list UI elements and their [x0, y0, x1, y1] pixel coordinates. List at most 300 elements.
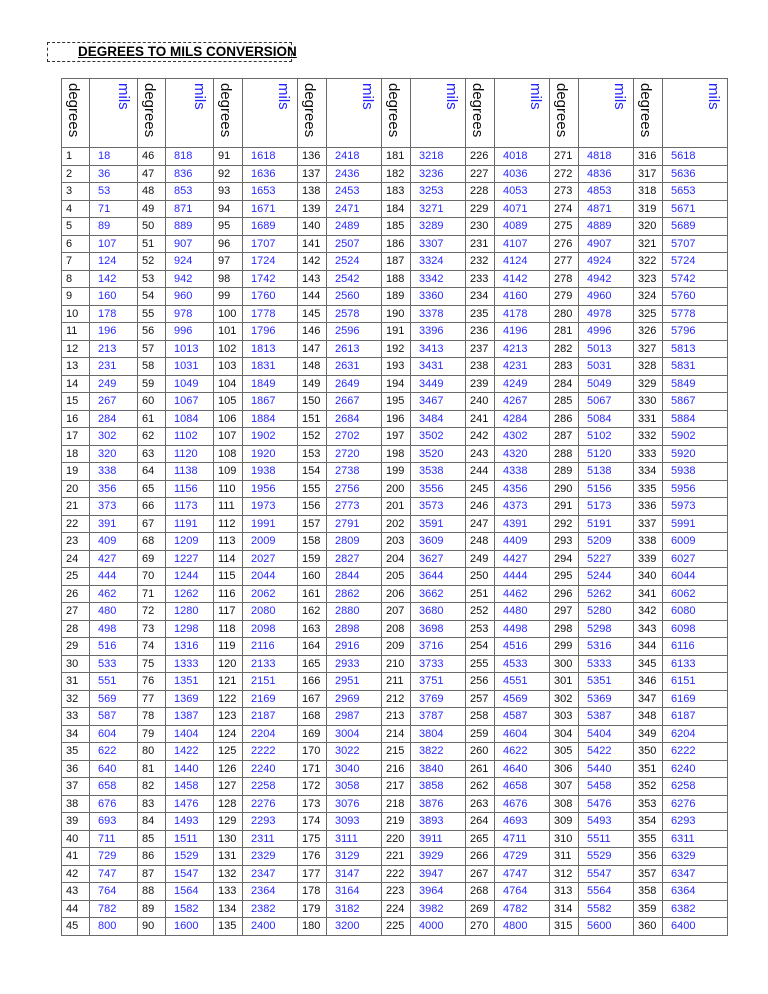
- mils-cell: 1564: [166, 883, 214, 901]
- mils-cell: 5067: [579, 393, 634, 411]
- degrees-cell: 265: [466, 830, 495, 848]
- degrees-cell: 296: [550, 585, 579, 603]
- degrees-cell: 54: [138, 288, 166, 306]
- mils-cell: 5209: [579, 533, 634, 551]
- mils-cell: 729: [90, 848, 138, 866]
- degrees-cell: 106: [214, 410, 243, 428]
- mils-cell: 516: [90, 638, 138, 656]
- degrees-cell: 28: [62, 620, 90, 638]
- table-row: [62, 218, 728, 236]
- mils-cell: 4142: [495, 270, 550, 288]
- mils-cell: 5742: [663, 270, 728, 288]
- mils-cell: 5493: [579, 813, 634, 831]
- degrees-header: [550, 79, 579, 148]
- mils-cell: 693: [90, 813, 138, 831]
- mils-cell: 3644: [411, 568, 466, 586]
- degrees-cell: 241: [466, 410, 495, 428]
- degrees-cell: 219: [382, 813, 411, 831]
- degrees-cell: 183: [382, 183, 411, 201]
- mils-cell: 2382: [243, 900, 298, 918]
- mils-cell: 1653: [243, 183, 298, 201]
- mils-cell: 2702: [327, 428, 382, 446]
- mils-cell: 4338: [495, 463, 550, 481]
- table-row: [62, 603, 728, 621]
- degrees-cell: 78: [138, 708, 166, 726]
- mils-cell: 6080: [663, 603, 728, 621]
- mils-cell: 3182: [327, 900, 382, 918]
- degrees-cell: 73: [138, 620, 166, 638]
- degrees-cell: 287: [550, 428, 579, 446]
- degrees-cell: 261: [466, 760, 495, 778]
- degrees-cell: 204: [382, 550, 411, 568]
- degrees-cell: 353: [634, 795, 663, 813]
- degrees-cell: 198: [382, 445, 411, 463]
- mils-cell: 1867: [243, 393, 298, 411]
- mils-cell: 5102: [579, 428, 634, 446]
- table-row: [62, 183, 728, 201]
- mils-cell: 5600: [579, 918, 634, 936]
- mils-cell: 1209: [166, 533, 214, 551]
- mils-cell: 5173: [579, 498, 634, 516]
- mils-cell: 1422: [166, 743, 214, 761]
- table-body: [62, 148, 728, 936]
- mils-cell: 3218: [411, 148, 466, 166]
- degrees-cell: 306: [550, 760, 579, 778]
- table-row: [62, 428, 728, 446]
- degrees-cell: 237: [466, 340, 495, 358]
- mils-cell: 4196: [495, 323, 550, 341]
- mils-cell: 658: [90, 778, 138, 796]
- mils-cell: 5511: [579, 830, 634, 848]
- header-label: degrees: [217, 83, 234, 138]
- table-row: [62, 533, 728, 551]
- degrees-cell: 180: [298, 918, 327, 936]
- mils-cell: 1102: [166, 428, 214, 446]
- mils-cell: 2987: [327, 708, 382, 726]
- table-row: [62, 480, 728, 498]
- degrees-cell: 56: [138, 323, 166, 341]
- degrees-cell: 55: [138, 305, 166, 323]
- mils-cell: 622: [90, 743, 138, 761]
- mils-cell: 1529: [166, 848, 214, 866]
- degrees-cell: 126: [214, 760, 243, 778]
- degrees-cell: 66: [138, 498, 166, 516]
- degrees-cell: 29: [62, 638, 90, 656]
- degrees-cell: 49: [138, 200, 166, 218]
- degrees-cell: 278: [550, 270, 579, 288]
- degrees-cell: 207: [382, 603, 411, 621]
- mils-cell: 640: [90, 760, 138, 778]
- mils-cell: 1511: [166, 830, 214, 848]
- mils-cell: 3804: [411, 725, 466, 743]
- degrees-cell: 303: [550, 708, 579, 726]
- degrees-cell: 348: [634, 708, 663, 726]
- mils-cell: 5636: [663, 165, 728, 183]
- mils-cell: 356: [90, 480, 138, 498]
- degrees-cell: 283: [550, 358, 579, 376]
- degrees-cell: 6: [62, 235, 90, 253]
- table-row: [62, 235, 728, 253]
- degrees-cell: 313: [550, 883, 579, 901]
- degrees-cell: 167: [298, 690, 327, 708]
- mils-cell: 36: [90, 165, 138, 183]
- mils-cell: 2524: [327, 253, 382, 271]
- mils-cell: 2773: [327, 498, 382, 516]
- mils-cell: 818: [166, 148, 214, 166]
- degrees-cell: 357: [634, 865, 663, 883]
- mils-cell: 2969: [327, 690, 382, 708]
- mils-cell: 3716: [411, 638, 466, 656]
- mils-cell: 2400: [243, 918, 298, 936]
- mils-cell: 1138: [166, 463, 214, 481]
- degrees-cell: 262: [466, 778, 495, 796]
- mils-cell: 1689: [243, 218, 298, 236]
- mils-cell: 3307: [411, 235, 466, 253]
- degrees-cell: 360: [634, 918, 663, 936]
- degrees-cell: 90: [138, 918, 166, 936]
- degrees-cell: 9: [62, 288, 90, 306]
- degrees-cell: 35: [62, 743, 90, 761]
- mils-cell: 533: [90, 655, 138, 673]
- degrees-cell: 16: [62, 410, 90, 428]
- mils-cell: 5778: [663, 305, 728, 323]
- degrees-cell: 271: [550, 148, 579, 166]
- mils-cell: 3396: [411, 323, 466, 341]
- mils-cell: 2578: [327, 305, 382, 323]
- mils-cell: 1796: [243, 323, 298, 341]
- mils-cell: 4676: [495, 795, 550, 813]
- mils-cell: 5618: [663, 148, 728, 166]
- mils-cell: 2133: [243, 655, 298, 673]
- degrees-cell: 150: [298, 393, 327, 411]
- table-row: [62, 148, 728, 166]
- mils-cell: 338: [90, 463, 138, 481]
- table-row: [62, 568, 728, 586]
- degrees-cell: 144: [298, 288, 327, 306]
- degrees-cell: 242: [466, 428, 495, 446]
- table-row: [62, 375, 728, 393]
- mils-cell: 231: [90, 358, 138, 376]
- mils-cell: 5724: [663, 253, 728, 271]
- degrees-cell: 164: [298, 638, 327, 656]
- degrees-cell: 291: [550, 498, 579, 516]
- degrees-cell: 304: [550, 725, 579, 743]
- mils-cell: 3004: [327, 725, 382, 743]
- mils-cell: 5547: [579, 865, 634, 883]
- degrees-cell: 236: [466, 323, 495, 341]
- table-row: [62, 848, 728, 866]
- header-label: mils: [115, 83, 132, 110]
- mils-cell: 6276: [663, 795, 728, 813]
- mils-cell: 2507: [327, 235, 382, 253]
- degrees-cell: 45: [62, 918, 90, 936]
- degrees-cell: 275: [550, 218, 579, 236]
- degrees-cell: 18: [62, 445, 90, 463]
- mils-cell: 1956: [243, 480, 298, 498]
- mils-cell: 1707: [243, 235, 298, 253]
- mils-cell: 942: [166, 270, 214, 288]
- mils-cell: 4996: [579, 323, 634, 341]
- header-label: degrees: [65, 83, 82, 138]
- mils-cell: 2613: [327, 340, 382, 358]
- degrees-cell: 263: [466, 795, 495, 813]
- header-label: mils: [611, 83, 628, 110]
- degrees-cell: 249: [466, 550, 495, 568]
- degrees-cell: 132: [214, 865, 243, 883]
- degrees-cell: 170: [298, 743, 327, 761]
- mils-cell: 4124: [495, 253, 550, 271]
- degrees-cell: 145: [298, 305, 327, 323]
- mils-cell: 2667: [327, 393, 382, 411]
- degrees-cell: 196: [382, 410, 411, 428]
- mils-cell: 1813: [243, 340, 298, 358]
- degrees-cell: 327: [634, 340, 663, 358]
- mils-cell: 2116: [243, 638, 298, 656]
- mils-cell: 3413: [411, 340, 466, 358]
- degrees-cell: 322: [634, 253, 663, 271]
- degrees-cell: 225: [382, 918, 411, 936]
- degrees-cell: 155: [298, 480, 327, 498]
- mils-cell: 6187: [663, 708, 728, 726]
- degrees-cell: 137: [298, 165, 327, 183]
- degrees-cell: 1: [62, 148, 90, 166]
- degrees-cell: 67: [138, 515, 166, 533]
- degrees-cell: 186: [382, 235, 411, 253]
- mils-cell: 1458: [166, 778, 214, 796]
- degrees-cell: 165: [298, 655, 327, 673]
- mils-cell: 5244: [579, 568, 634, 586]
- degrees-cell: 85: [138, 830, 166, 848]
- degrees-cell: 41: [62, 848, 90, 866]
- header-label: mils: [705, 83, 722, 110]
- degrees-cell: 124: [214, 725, 243, 743]
- mils-cell: 5707: [663, 235, 728, 253]
- degrees-cell: 212: [382, 690, 411, 708]
- degrees-cell: 343: [634, 620, 663, 638]
- degrees-cell: 222: [382, 865, 411, 883]
- header-label: mils: [275, 83, 292, 110]
- degrees-cell: 113: [214, 533, 243, 551]
- mils-cell: 3271: [411, 200, 466, 218]
- degrees-cell: 79: [138, 725, 166, 743]
- mils-cell: 160: [90, 288, 138, 306]
- mils-cell: 747: [90, 865, 138, 883]
- mils-cell: 6151: [663, 673, 728, 691]
- degrees-cell: 22: [62, 515, 90, 533]
- degrees-cell: 83: [138, 795, 166, 813]
- degrees-cell: 209: [382, 638, 411, 656]
- degrees-cell: 114: [214, 550, 243, 568]
- mils-cell: 5458: [579, 778, 634, 796]
- mils-cell: 2720: [327, 445, 382, 463]
- mils-header: [90, 79, 138, 148]
- header-label: degrees: [385, 83, 402, 138]
- mils-cell: 5333: [579, 655, 634, 673]
- mils-cell: 1049: [166, 375, 214, 393]
- degrees-cell: 336: [634, 498, 663, 516]
- header-label: degrees: [553, 83, 570, 138]
- degrees-cell: 193: [382, 358, 411, 376]
- degrees-cell: 154: [298, 463, 327, 481]
- mils-cell: 1244: [166, 568, 214, 586]
- mils-cell: 4320: [495, 445, 550, 463]
- mils-header: [411, 79, 466, 148]
- degrees-cell: 118: [214, 620, 243, 638]
- mils-cell: 5760: [663, 288, 728, 306]
- degrees-cell: 311: [550, 848, 579, 866]
- page-title: DEGREES TO MILS CONVERSION: [78, 44, 297, 59]
- degrees-cell: 221: [382, 848, 411, 866]
- degrees-cell: 23: [62, 533, 90, 551]
- degrees-cell: 244: [466, 463, 495, 481]
- degrees-cell: 339: [634, 550, 663, 568]
- mils-cell: 6044: [663, 568, 728, 586]
- degrees-cell: 127: [214, 778, 243, 796]
- degrees-cell: 355: [634, 830, 663, 848]
- mils-cell: 2898: [327, 620, 382, 638]
- mils-cell: 2222: [243, 743, 298, 761]
- degrees-cell: 326: [634, 323, 663, 341]
- table-row: [62, 655, 728, 673]
- degrees-cell: 268: [466, 883, 495, 901]
- mils-cell: 3929: [411, 848, 466, 866]
- degrees-cell: 285: [550, 393, 579, 411]
- degrees-cell: 138: [298, 183, 327, 201]
- mils-cell: 3982: [411, 900, 466, 918]
- degrees-cell: 201: [382, 498, 411, 516]
- mils-cell: 391: [90, 515, 138, 533]
- mils-cell: 2560: [327, 288, 382, 306]
- mils-cell: 4391: [495, 515, 550, 533]
- mils-cell: 3573: [411, 498, 466, 516]
- mils-cell: 2151: [243, 673, 298, 691]
- table-row: [62, 830, 728, 848]
- degrees-cell: 129: [214, 813, 243, 831]
- degrees-cell: 103: [214, 358, 243, 376]
- mils-cell: 3609: [411, 533, 466, 551]
- degrees-cell: 286: [550, 410, 579, 428]
- degrees-cell: 87: [138, 865, 166, 883]
- mils-cell: 604: [90, 725, 138, 743]
- degrees-cell: 238: [466, 358, 495, 376]
- table-row: [62, 813, 728, 831]
- mils-cell: 3040: [327, 760, 382, 778]
- mils-cell: 3467: [411, 393, 466, 411]
- table-row: [62, 690, 728, 708]
- mils-header: [243, 79, 298, 148]
- degrees-cell: 168: [298, 708, 327, 726]
- mils-cell: 3111: [327, 830, 382, 848]
- header-label: mils: [359, 83, 376, 110]
- mils-cell: 1636: [243, 165, 298, 183]
- degrees-cell: 173: [298, 795, 327, 813]
- mils-cell: 4907: [579, 235, 634, 253]
- degrees-cell: 318: [634, 183, 663, 201]
- mils-cell: 2027: [243, 550, 298, 568]
- mils-cell: 676: [90, 795, 138, 813]
- header-label: mils: [443, 83, 460, 110]
- mils-cell: 5156: [579, 480, 634, 498]
- mils-cell: 4818: [579, 148, 634, 166]
- mils-cell: 1031: [166, 358, 214, 376]
- degrees-cell: 84: [138, 813, 166, 831]
- mils-cell: 5956: [663, 480, 728, 498]
- mils-cell: 6098: [663, 620, 728, 638]
- mils-cell: 1724: [243, 253, 298, 271]
- degrees-cell: 325: [634, 305, 663, 323]
- degrees-cell: 64: [138, 463, 166, 481]
- table-row: [62, 725, 728, 743]
- mils-cell: 427: [90, 550, 138, 568]
- degrees-cell: 312: [550, 865, 579, 883]
- degrees-cell: 203: [382, 533, 411, 551]
- mils-cell: 1262: [166, 585, 214, 603]
- degrees-cell: 80: [138, 743, 166, 761]
- degrees-cell: 273: [550, 183, 579, 201]
- mils-cell: 1156: [166, 480, 214, 498]
- mils-cell: 3876: [411, 795, 466, 813]
- degrees-cell: 115: [214, 568, 243, 586]
- mils-cell: 462: [90, 585, 138, 603]
- degrees-cell: 266: [466, 848, 495, 866]
- degrees-cell: 199: [382, 463, 411, 481]
- mils-cell: 587: [90, 708, 138, 726]
- degrees-cell: 299: [550, 638, 579, 656]
- degrees-cell: 338: [634, 533, 663, 551]
- degrees-cell: 68: [138, 533, 166, 551]
- mils-cell: 3911: [411, 830, 466, 848]
- table-row: [62, 358, 728, 376]
- degrees-cell: 96: [214, 235, 243, 253]
- degrees-cell: 243: [466, 445, 495, 463]
- degrees-cell: 12: [62, 340, 90, 358]
- mils-cell: 5387: [579, 708, 634, 726]
- header-label: mils: [527, 83, 544, 110]
- degrees-cell: 341: [634, 585, 663, 603]
- degrees-header: [466, 79, 495, 148]
- mils-cell: 2169: [243, 690, 298, 708]
- table-row: [62, 760, 728, 778]
- degrees-cell: 62: [138, 428, 166, 446]
- degrees-cell: 47: [138, 165, 166, 183]
- degrees-cell: 269: [466, 900, 495, 918]
- mils-cell: 4551: [495, 673, 550, 691]
- degrees-cell: 116: [214, 585, 243, 603]
- table-row: [62, 865, 728, 883]
- degrees-cell: 323: [634, 270, 663, 288]
- degrees-cell: 350: [634, 743, 663, 761]
- mils-cell: 3058: [327, 778, 382, 796]
- mils-cell: 3289: [411, 218, 466, 236]
- degrees-cell: 245: [466, 480, 495, 498]
- degrees-cell: 289: [550, 463, 579, 481]
- mils-cell: 1013: [166, 340, 214, 358]
- mils-cell: 2258: [243, 778, 298, 796]
- header-label: degrees: [301, 83, 318, 138]
- degrees-cell: 109: [214, 463, 243, 481]
- mils-cell: 3431: [411, 358, 466, 376]
- degrees-cell: 162: [298, 603, 327, 621]
- degrees-cell: 146: [298, 323, 327, 341]
- degrees-cell: 307: [550, 778, 579, 796]
- mils-header: [166, 79, 214, 148]
- degrees-cell: 140: [298, 218, 327, 236]
- table-row: [62, 585, 728, 603]
- mils-cell: 4729: [495, 848, 550, 866]
- mils-cell: 1493: [166, 813, 214, 831]
- degrees-cell: 166: [298, 673, 327, 691]
- degrees-cell: 94: [214, 200, 243, 218]
